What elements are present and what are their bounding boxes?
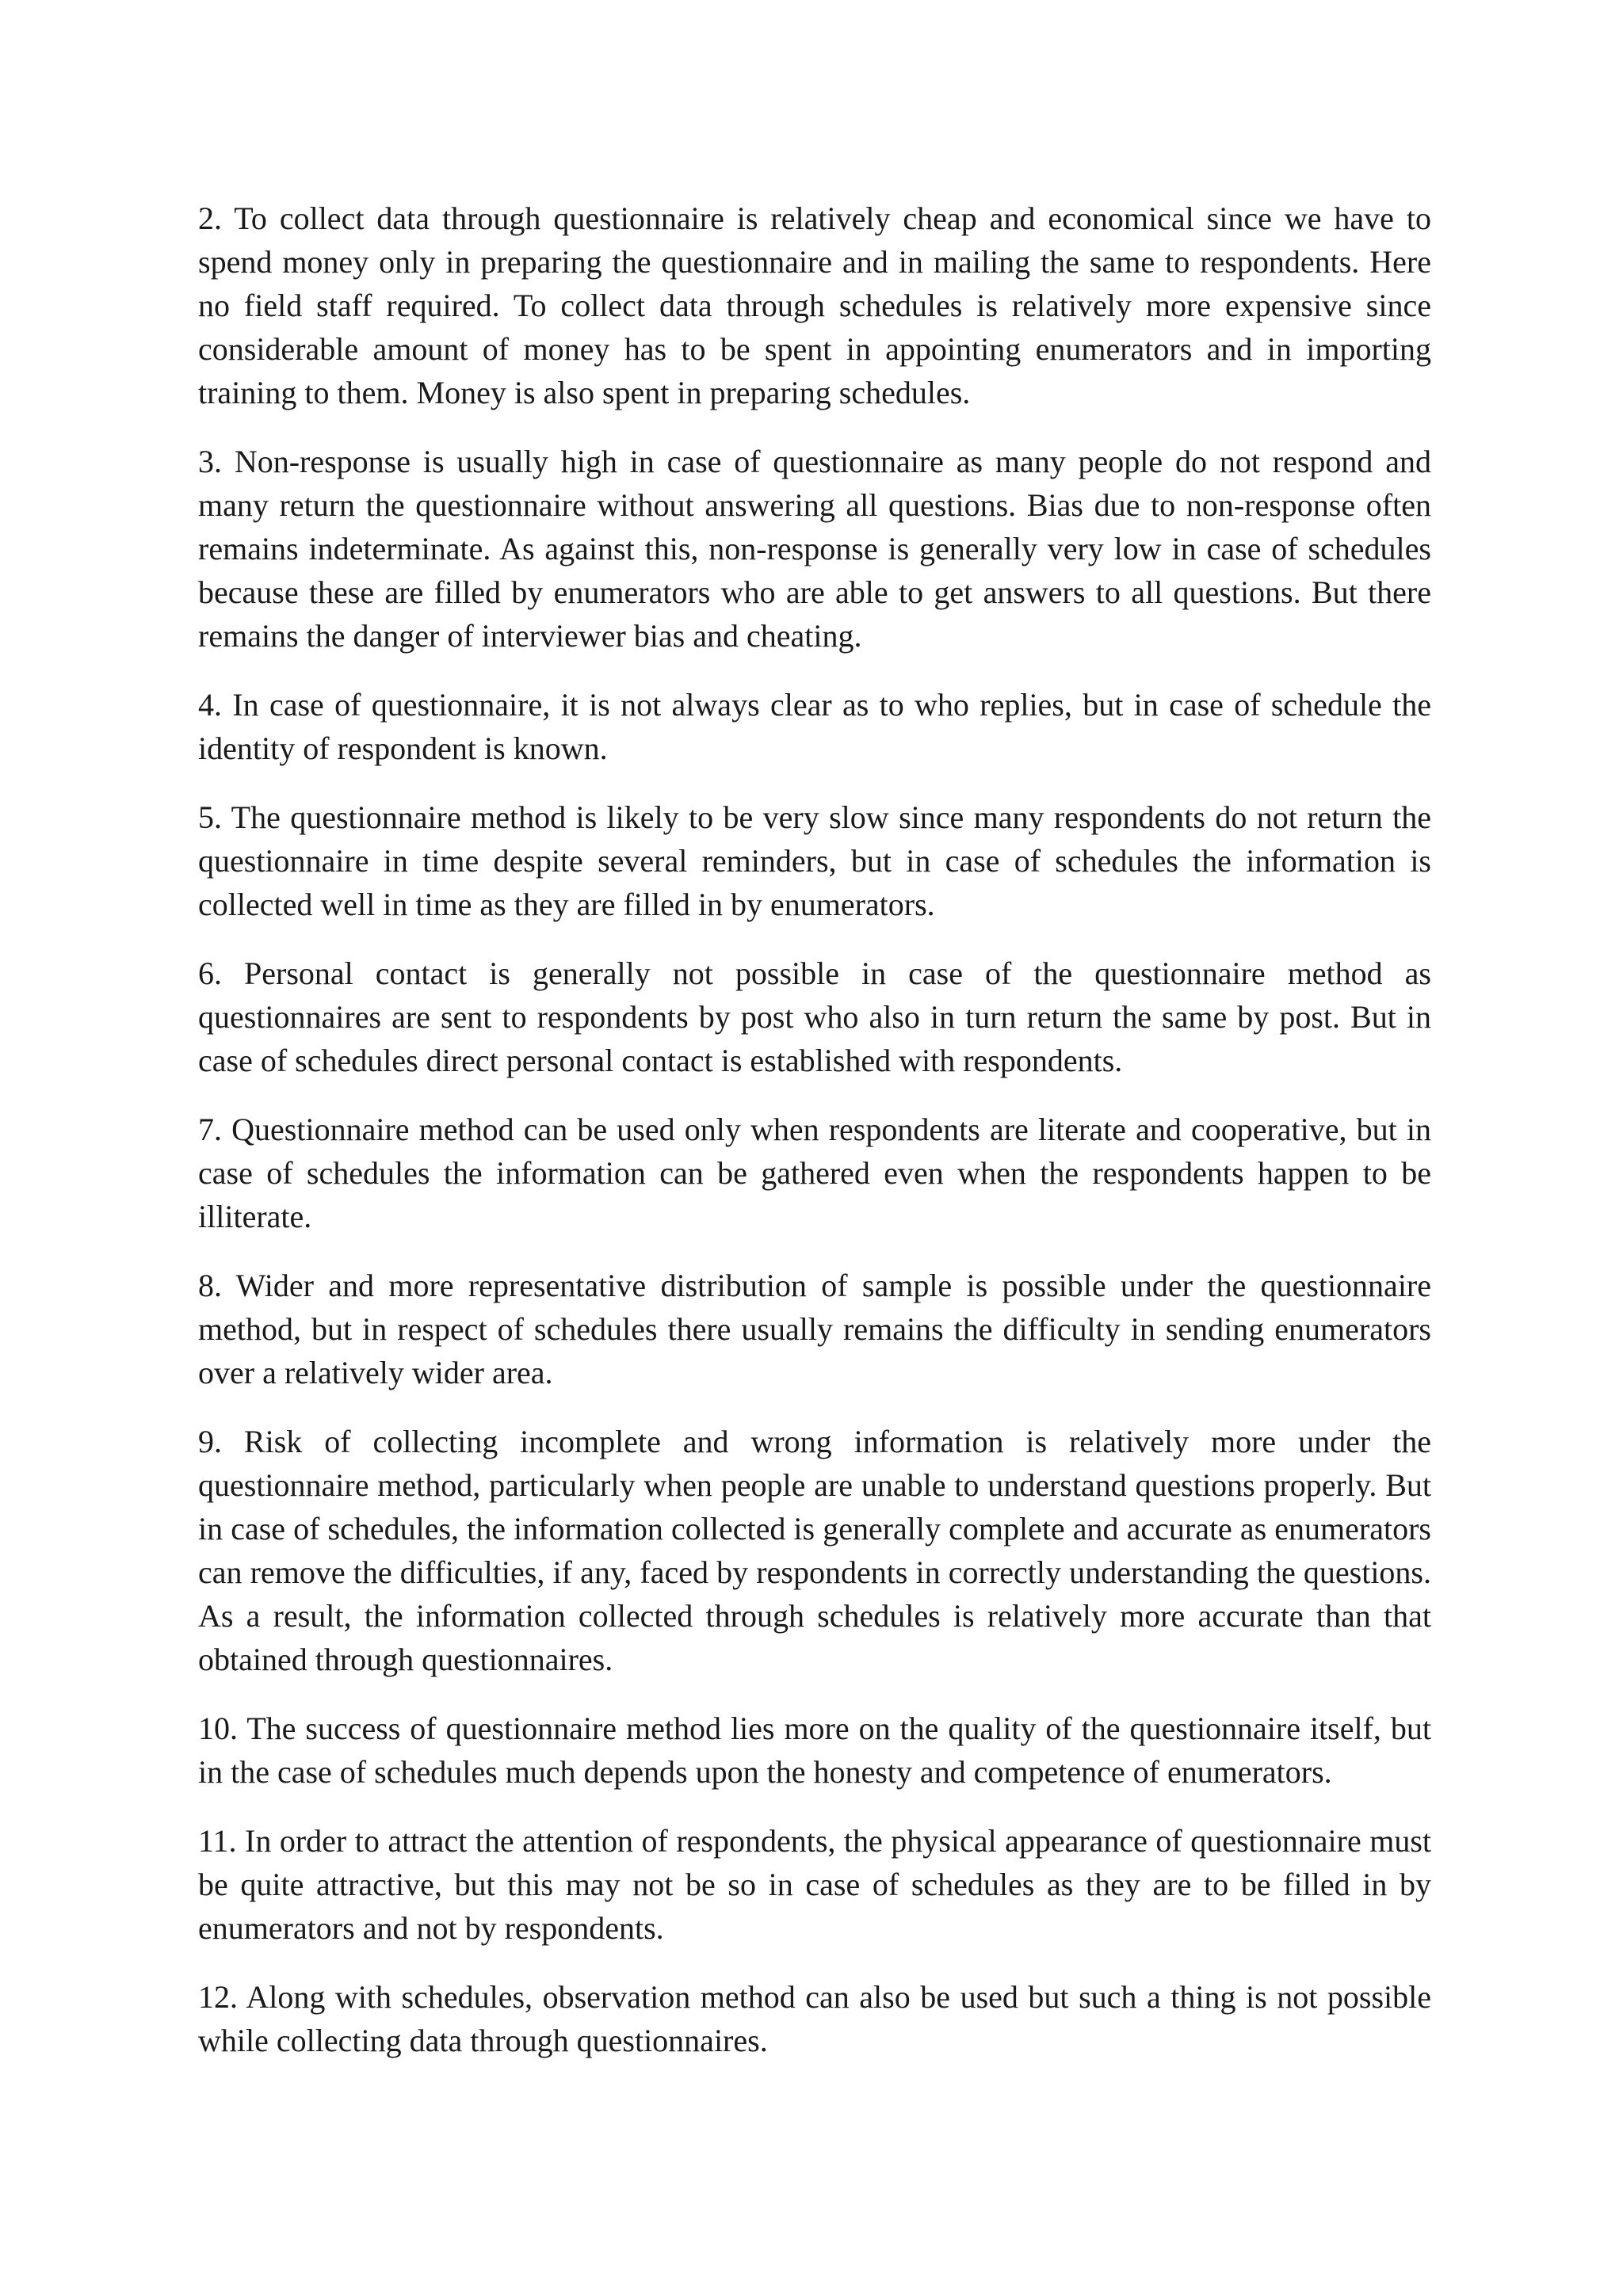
paragraph-point-6: 6. Personal contact is generally not possible in case of the questionnaire method as questionnaires are sent to respondents by post who also in turn return the same by post. But in case of schedules direct personal contact is established with respondents.: [198, 955, 1431, 1078]
paragraph-point-3: 3. Non-response is usually high in case of questionnaire as many people do not respond and many return the questionnaire without answering all questions. Bias due to non-response often remains indeterminate. As against this, non-response is generally very low in case of schedules because these are filled by enumerators who are able to get answers to all questions. But there remains the danger of interviewer bias and cheating.: [198, 444, 1431, 654]
paragraph-point-2: 2. To collect data through questionnaire is relatively cheap and economical since we have to spend money only in preparing the questionnaire and in mailing the same to respondents. Here no field staff required. To collect data through schedules is relatively more expensive since considerable amount of money has to be spent in appointing enumerators and in importing training to them. Money is also spent in preparing schedules.: [198, 200, 1431, 410]
paragraph-point-8: 8. Wider and more representative distribution of sample is possible under the questionnaire method, but in respect of schedules there usually remains the difficulty in sending enumerators over a relatively wider area.: [198, 1268, 1431, 1390]
paragraph-point-12: 12. Along with schedules, observation method can also be used but such a thing is not possible while collecting data through questionnaires.: [198, 1979, 1431, 2058]
paragraph-point-11: 11. In order to attract the attention of respondents, the physical appearance of questionnaire must be quite attractive, but this may not be so in case of schedules as they are to be filled in by enumerators and not by respondents.: [198, 1823, 1431, 1946]
paragraph-point-7: 7. Questionnaire method can be used only when respondents are literate and cooperative, but in case of schedules the information can be gathered even when the respondents happen to be illiterate.: [198, 1112, 1431, 1234]
document-page: [198, 196, 1431, 2062]
paragraph-point-9: 9. Risk of collecting incomplete and wrong information is relatively more under the questionnaire method, particularly when people are unable to understand questions properly. But in case of schedules, the information collected is generally complete and accurate as enumerators can remove the difficulties, if any, faced by respondents in correctly understanding the questions. As a result, the information collected through schedules is relatively more accurate than that obtained through questionnaires.: [198, 1424, 1431, 1677]
paragraph-point-10: 10. The success of questionnaire method lies more on the quality of the questionnaire itself, but in the case of schedules much depends upon the honesty and competence of enumerators.: [198, 1711, 1431, 1790]
paragraph-point-5: 5. The questionnaire method is likely to be very slow since many respondents do not return the questionnaire in time despite several reminders, but in case of schedules the information is collected well in time as they are filled in by enumerators.: [198, 799, 1431, 922]
paragraph-point-4: 4. In case of questionnaire, it is not always clear as to who replies, but in case of schedule the identity of respondent is known.: [198, 687, 1431, 766]
